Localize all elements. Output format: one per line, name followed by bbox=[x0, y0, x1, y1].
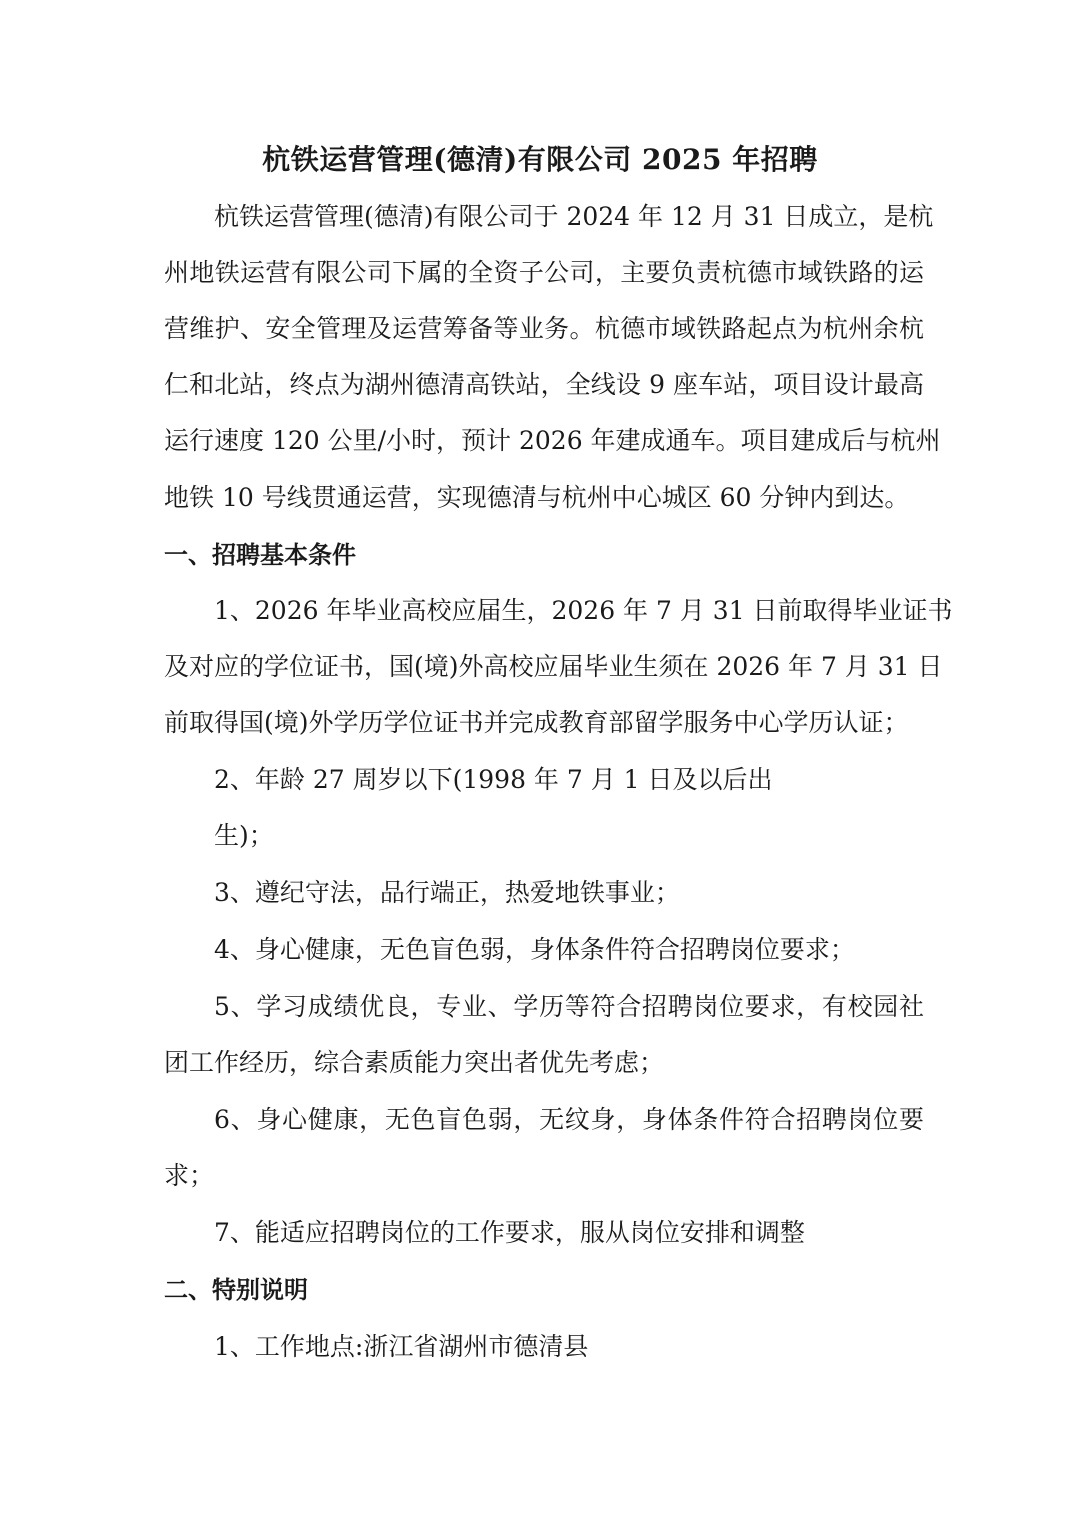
section-heading-special-notes: 二、特别说明 bbox=[164, 1276, 308, 1304]
requirement-7: 7、能适应招聘岗位的工作要求，服从岗位安排和调整 bbox=[214, 1218, 805, 1247]
requirement-2-line-1: 2、年龄 27 周岁以下(1998 年 7 月 1 日及以后出 bbox=[214, 765, 773, 794]
intro-line-1: 杭铁运营管理(德清)有限公司于 2024 年 12 月 31 日成立，是杭 bbox=[214, 202, 934, 231]
section-heading-requirements: 一、招聘基本条件 bbox=[164, 541, 356, 569]
requirement-6-line-1: 6、身心健康，无色盲色弱，无纹身，身体条件符合招聘岗位要 bbox=[214, 1105, 924, 1134]
requirement-1-line-1: 1、2026 年毕业高校应届生，2026 年 7 月 31 日前取得毕业证书 bbox=[214, 596, 953, 625]
intro-line-6: 地铁 10 号线贯通运营，实现德清与杭州中心城区 60 分钟内到达。 bbox=[164, 483, 910, 512]
requirement-1-line-2: 及对应的学位证书，国(境)外高校应届毕业生须在 2026 年 7 月 31 日 bbox=[164, 652, 943, 681]
special-note-1: 1、工作地点:浙江省湖州市德清县 bbox=[214, 1332, 589, 1361]
intro-line-5: 运行速度 120 公里/小时，预计 2026 年建成通车。项目建成后与杭州 bbox=[164, 426, 941, 455]
intro-line-2: 州地铁运营有限公司下属的全资子公司，主要负责杭德市域铁路的运 bbox=[164, 258, 924, 287]
intro-line-4: 仁和北站，终点为湖州德清高铁站，全线设 9 座车站，项目设计最高 bbox=[164, 370, 924, 399]
requirement-5-line-2: 团工作经历，综合素质能力突出者优先考虑； bbox=[164, 1048, 665, 1077]
document-title: 杭铁运营管理(德清)有限公司 2025 年招聘 bbox=[262, 143, 818, 176]
requirement-5-line-1: 5、学习成绩优良，专业、学历等符合招聘岗位要求，有校园社 bbox=[214, 992, 924, 1021]
requirement-4: 4、身心健康，无色盲色弱，身体条件符合招聘岗位要求； bbox=[214, 935, 855, 964]
requirement-2-line-2: 生)； bbox=[214, 821, 274, 850]
requirement-3: 3、遵纪守法，品行端正，热爱地铁事业； bbox=[214, 878, 680, 907]
requirement-1-line-3: 前取得国(境)外学历学位证书并完成教育部留学服务中心学历认证； bbox=[164, 708, 909, 737]
intro-line-3: 营维护、安全管理及运营筹备等业务。杭德市域铁路起点为杭州余杭 bbox=[164, 314, 924, 343]
requirement-6-line-2: 求； bbox=[164, 1161, 215, 1190]
